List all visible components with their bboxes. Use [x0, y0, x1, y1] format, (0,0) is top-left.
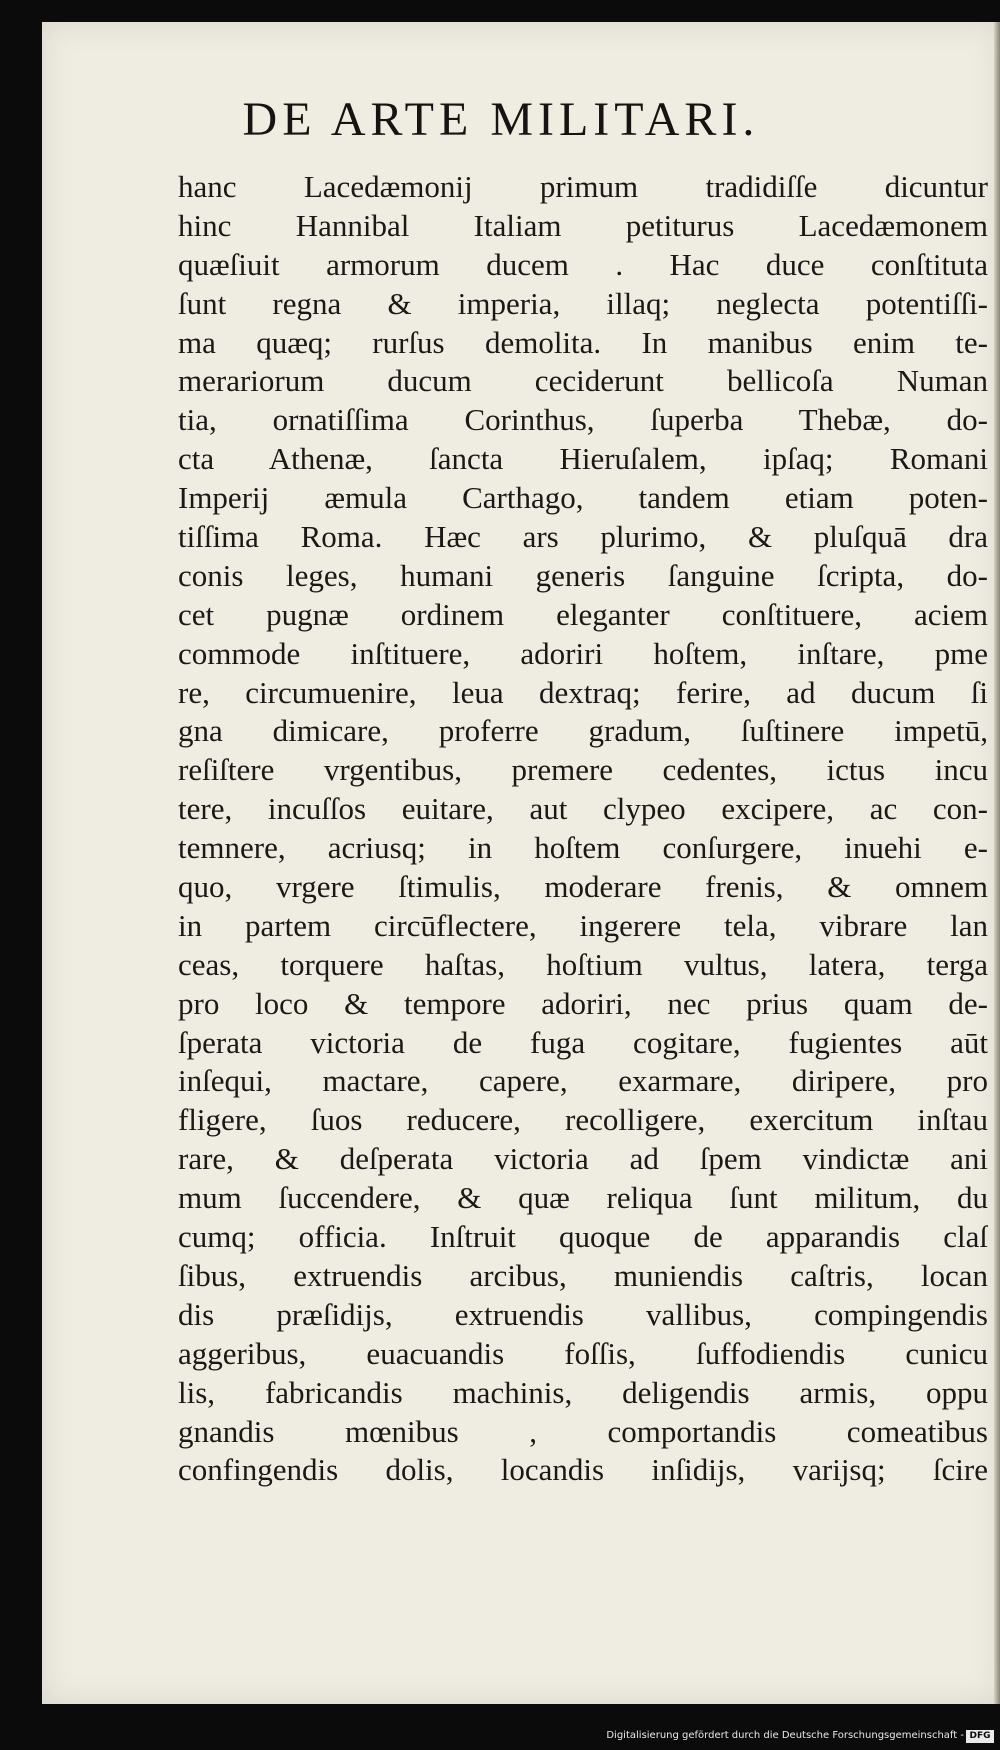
text-line: gna dimicare, proferre gradum, ſuſtinere impetū, — [178, 713, 988, 749]
digitization-credit: Digitalisierung gefördert durch die Deutsche Forschungsgemeinschaft - — [606, 1730, 964, 1741]
page-edge — [994, 22, 1000, 1704]
text-line: inſequi, mactare, capere, exarmare, diripere, pro — [178, 1063, 988, 1099]
text-line: pro loco & tempore adoriri, nec prius quam de- — [178, 985, 988, 1021]
text-line: mum ſuccendere, & quæ reliqua ſunt militum, du — [178, 1180, 988, 1216]
text-line: hinc Hannibal Italiam petiturus Lacedæmonem — [178, 207, 988, 243]
text-line: Imperij æmula Carthago, tandem etiam poten- — [178, 480, 988, 516]
text-line: fligere, ſuos reducere, recolligere, exercitum inſtau — [178, 1102, 988, 1138]
text-line: confingendis dolis, locandis inſidijs, varijsq; ſcire — [178, 1452, 988, 1488]
text-line: tia, ornatiſſima Corinthus, ſuperba Thebæ, do- — [178, 402, 988, 438]
text-line: ma quæq; rurſus demolita. In manibus enim te- — [178, 324, 988, 360]
text-line: gnandis mœnibus , comportandis comeatibus — [178, 1413, 988, 1449]
text-line: ſunt regna & imperia, illaq; neglecta potentiſſi- — [178, 285, 988, 321]
text-line: temnere, acriusq; in hoſtem conſurgere, inuehi e- — [178, 830, 988, 866]
text-line: merariorum ducum ceciderunt bellicoſa Numan — [178, 363, 988, 399]
text-line: quo, vrgere ſtimulis, moderare frenis, & omnem — [178, 869, 988, 905]
text-line: ſibus, extruendis arcibus, muniendis caſtris, locan — [178, 1257, 988, 1293]
text-line: re, circumuenire, leua dextraq; ferire, ad ducum ſi — [178, 674, 988, 710]
text-line: tiſſima Roma. Hæc ars plurimo, & pluſquā dra — [178, 519, 988, 555]
body-text — [178, 168, 988, 1490]
text-line: cta Athenæ, ſancta Hieruſalem, ipſaq; Romani — [178, 441, 988, 477]
text-line: tere, incuſſos euitare, aut clypeo excipere, ac con- — [178, 791, 988, 827]
book-page — [42, 22, 1000, 1704]
text-line: dis præſidijs, extruendis vallibus, compingendis — [178, 1296, 988, 1332]
text-line: ſperata victoria de fuga cogitare, fugientes aūt — [178, 1024, 988, 1060]
text-line: conis leges, humani generis ſanguine ſcripta, do- — [178, 557, 988, 593]
text-line: rare, & deſperata victoria ad ſpem vindictæ ani — [178, 1141, 988, 1177]
text-line: in partem circūflectere, ingerere tela, vibrare lan — [178, 907, 988, 943]
text-line: aggeribus, euacuandis foſſis, ſuffodiendis cunicu — [178, 1335, 988, 1371]
text-line: ceas, torquere haſtas, hoſtium vultus, latera, terga — [178, 946, 988, 982]
text-line: commode inſtituere, adoriri hoſtem, inſtare, pme — [178, 635, 988, 671]
text-line: cumq; officia. Inſtruit quoque de apparandis claſ — [178, 1219, 988, 1255]
dfg-logo: DFG — [966, 1730, 994, 1743]
text-line: quæſiuit armorum ducem . Hac duce conſtituta — [178, 246, 988, 282]
running-head: DE ARTE MILITARI. — [242, 93, 760, 146]
text-line: cet pugnæ ordinem eleganter conſtituere, aciem — [178, 596, 988, 632]
text-line: reſiſtere vrgentibus, premere cedentes, ictus incu — [178, 752, 988, 788]
text-line: hanc Lacedæmonij primum tradidiſſe dicuntur — [178, 169, 988, 204]
text-line: lis, fabricandis machinis, deligendis armis, oppu — [178, 1374, 988, 1410]
